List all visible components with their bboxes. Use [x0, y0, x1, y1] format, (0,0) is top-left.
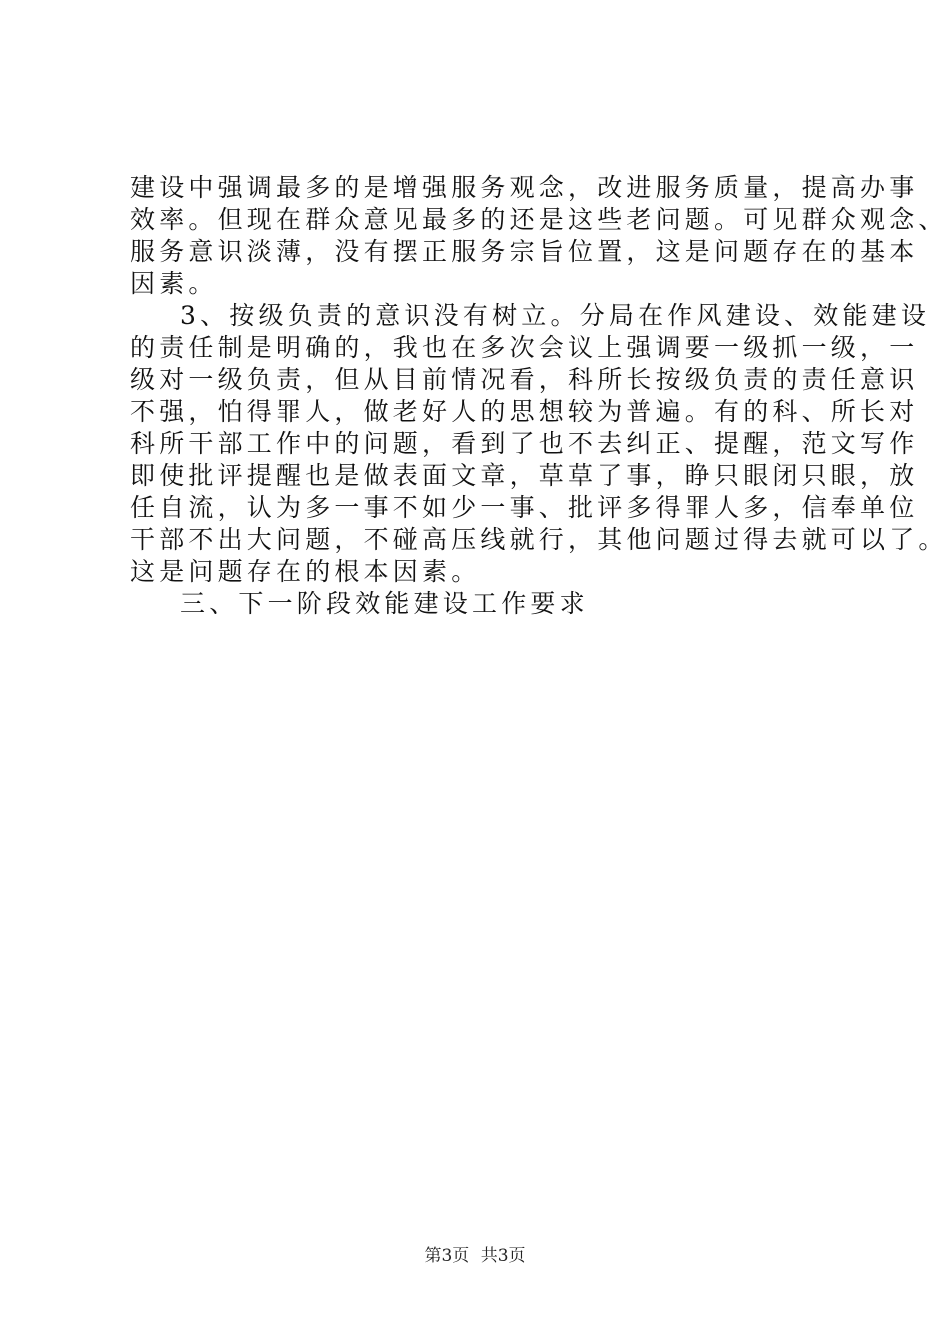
body-line: 这是问题存在的根本因素。	[130, 557, 481, 586]
body-line: 不强，怕得罪人，做老好人的思想较为普遍。有的科、所长对	[130, 397, 919, 426]
document-body	[130, 172, 948, 620]
page-total: 共3页	[480, 1246, 526, 1266]
body-line: 科所干部工作中的问题，看到了也不去纠正、提醒，范文写作	[130, 429, 919, 458]
body-line: 服务意识淡薄，没有摆正服务宗旨位置，这是问题存在的基本	[130, 237, 919, 266]
body-line: 3、按级负责的意识没有树立。分局在作风建设、效能建设	[180, 301, 931, 330]
body-line: 级对一级负责，但从目前情况看，科所长按级负责的责任意识	[130, 365, 919, 394]
body-line: 效率。但现在群众意见最多的还是这些老问题。可见群众观念、	[130, 205, 948, 234]
body-line: 即使批评提醒也是做表面文章，草草了事，睁只眼闭只眼，放	[130, 461, 919, 490]
section-heading: 三、下一阶段效能建设工作要求	[180, 589, 589, 618]
page-footer	[0, 1245, 950, 1267]
body-line: 任自流，认为多一事不如少一事、批评多得罪人多，信奉单位	[130, 493, 919, 522]
body-line: 因素。	[130, 269, 218, 298]
body-line: 建设中强调最多的是增强服务观念，改进服务质量，提高办事	[130, 173, 919, 202]
body-line: 的责任制是明确的，我也在多次会议上强调要一级抓一级，一	[130, 333, 919, 362]
body-line: 干部不出大问题，不碰高压线就行，其他问题过得去就可以了。	[130, 525, 948, 554]
page-number: 第3页	[424, 1246, 470, 1266]
